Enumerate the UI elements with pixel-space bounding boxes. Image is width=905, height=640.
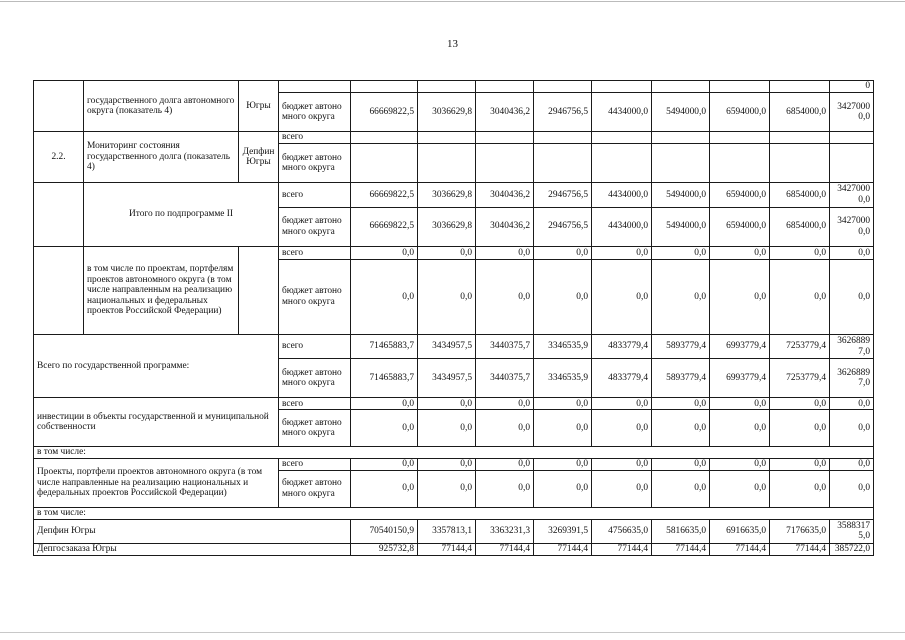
cell-source: всего (279, 183, 351, 208)
cell-value: 0,0 (710, 259, 770, 334)
budget-table (33, 80, 874, 556)
cell-value (770, 144, 830, 183)
cell-value: 0,0 (770, 470, 830, 507)
cell-value (476, 132, 534, 144)
table-row (34, 132, 874, 144)
cell-value: 6594000,0 (710, 207, 770, 246)
cell-value (770, 81, 830, 93)
cell-value: 6594000,0 (710, 93, 770, 132)
cell-value: 3269391,5 (534, 519, 592, 544)
cell-value: 0,0 (418, 410, 476, 447)
cell-value: 4833779,4 (592, 334, 652, 359)
cell-value: 0,0 (351, 470, 418, 507)
cell-value: 36268897,0 (830, 334, 874, 359)
cell-source: всего (279, 246, 351, 259)
scan-edge-top (0, 1, 905, 2)
cell-value: 0,0 (710, 458, 770, 470)
cell-value: 0,0 (830, 259, 874, 334)
cell-value: 0,0 (476, 470, 534, 507)
cell-value: 2946756,5 (534, 183, 592, 208)
cell-value: 0,0 (534, 458, 592, 470)
cell-source: бюджет автономного округа (279, 410, 351, 447)
cell-value: 2946756,5 (534, 207, 592, 246)
cell-source: всего (279, 334, 351, 359)
cell-value: 925732,8 (351, 544, 418, 556)
cell-value: 0,0 (652, 246, 710, 259)
cell-value (351, 132, 418, 144)
cell-value (652, 144, 710, 183)
cell-value: 5816635,0 (652, 519, 710, 544)
cell-value: 0,0 (652, 259, 710, 334)
cell-value: 6854000,0 (770, 207, 830, 246)
cell-value: 0,0 (351, 246, 418, 259)
cell-value: 6854000,0 (770, 93, 830, 132)
cell-value: 0,0 (652, 410, 710, 447)
cell-executor (239, 246, 279, 334)
cell-value: 6993779,4 (710, 359, 770, 398)
cell-source: всего (279, 132, 351, 144)
cell-value: 5494000,0 (652, 183, 710, 208)
cell-value: 0,0 (710, 410, 770, 447)
cell-value: 385722,0 (830, 544, 874, 556)
cell-source (279, 81, 351, 93)
cell-projects-label: Проекты, портфели проектов автономного округа (в том числе направленные на реализацию национальных и федеральных проектов Российской Федерации) (34, 458, 279, 507)
cell-value (770, 132, 830, 144)
table-row (34, 507, 874, 519)
cell-value (592, 144, 652, 183)
cell-including-label: в том числе: (34, 507, 874, 519)
cell-value: 0,0 (710, 398, 770, 410)
cell-value: 3346535,9 (534, 359, 592, 398)
cell-value: 0,0 (710, 246, 770, 259)
cell-value (418, 144, 476, 183)
cell-number (34, 81, 84, 132)
cell-value (592, 81, 652, 93)
cell-value: 0,0 (830, 470, 874, 507)
cell-value: 0,0 (770, 246, 830, 259)
table-row (34, 544, 874, 556)
cell-value (351, 144, 418, 183)
cell-value: 34270000,0 (830, 183, 874, 208)
cell-value: 4756635,0 (592, 519, 652, 544)
cell-value: 0,0 (418, 246, 476, 259)
cell-value: 66669822,5 (351, 207, 418, 246)
cell-value: 77144,4 (476, 544, 534, 556)
cell-value: 0,0 (534, 470, 592, 507)
cell-number (34, 183, 84, 247)
cell-value: 5893779,4 (652, 334, 710, 359)
cell-value: 0,0 (534, 259, 592, 334)
cell-value (418, 132, 476, 144)
cell-value (476, 144, 534, 183)
cell-measure-name: Мониторинг состояния государственного долга (показатель 4) (84, 132, 239, 183)
cell-value: 3040436,2 (476, 183, 534, 208)
cell-source: бюджет автономного округа (279, 144, 351, 183)
cell-value: 4434000,0 (592, 93, 652, 132)
cell-value: 3036629,8 (418, 93, 476, 132)
cell-value (710, 81, 770, 93)
table-row (34, 398, 874, 410)
cell-value: 3036629,8 (418, 183, 476, 208)
cell-value: 0,0 (534, 410, 592, 447)
cell-value (351, 81, 418, 93)
cell-source: бюджет автономного округа (279, 93, 351, 132)
cell-value: 34270000,0 (830, 93, 874, 132)
table-row (34, 334, 874, 359)
cell-value: 77144,4 (592, 544, 652, 556)
cell-value: 0,0 (351, 410, 418, 447)
cell-value: 6993779,4 (710, 334, 770, 359)
cell-value: 0,0 (830, 398, 874, 410)
cell-value: 3363231,3 (476, 519, 534, 544)
cell-including-label: в том числе: (34, 447, 874, 459)
cell-number (34, 246, 84, 334)
cell-value: 71465883,7 (351, 359, 418, 398)
cell-source: бюджет автономного округа (279, 359, 351, 398)
cell-executor: Югры (239, 81, 279, 132)
cell-value (830, 144, 874, 183)
cell-value: 0,0 (770, 398, 830, 410)
cell-value: 0,0 (830, 458, 874, 470)
cell-value: 0,0 (652, 458, 710, 470)
table-row (34, 458, 874, 470)
cell-value: 3036629,8 (418, 207, 476, 246)
cell-value: 7253779,4 (770, 334, 830, 359)
cell-measure-name: Итого по подпрограмме II (84, 183, 279, 247)
cell-value: 0,0 (592, 246, 652, 259)
cell-value: 0,0 (476, 458, 534, 470)
cell-value: 4833779,4 (592, 359, 652, 398)
cell-value: 5893779,4 (652, 359, 710, 398)
cell-value: 0,0 (534, 246, 592, 259)
cell-value: 77144,4 (710, 544, 770, 556)
table-row (34, 447, 874, 459)
cell-value: 7253779,4 (770, 359, 830, 398)
cell-value: 3440375,7 (476, 359, 534, 398)
cell-value: 0,0 (592, 398, 652, 410)
cell-value (418, 81, 476, 93)
cell-value (592, 132, 652, 144)
cell-value: 7176635,0 (770, 519, 830, 544)
cell-value: 6594000,0 (710, 183, 770, 208)
cell-value: 3434957,5 (418, 359, 476, 398)
cell-value (534, 132, 592, 144)
cell-value (652, 81, 710, 93)
cell-value: 6916635,0 (710, 519, 770, 544)
cell-value: 3040436,2 (476, 207, 534, 246)
cell-value: 0,0 (476, 246, 534, 259)
cell-value: 77144,4 (534, 544, 592, 556)
cell-value: 0,0 (592, 259, 652, 334)
cell-investment-label: инвестиции в объекты государственной и муниципальной собственности (34, 398, 279, 447)
cell-value: 70540150,9 (351, 519, 418, 544)
cell-value: 66669822,5 (351, 183, 418, 208)
cell-value: 77144,4 (652, 544, 710, 556)
cell-executor: Депфин Югры (239, 132, 279, 183)
cell-value: 3346535,9 (534, 334, 592, 359)
cell-value (830, 132, 874, 144)
cell-value: 0,0 (830, 246, 874, 259)
cell-value: 34270000,0 (830, 207, 874, 246)
cell-source: всего (279, 458, 351, 470)
cell-value (476, 81, 534, 93)
cell-value: 4434000,0 (592, 183, 652, 208)
cell-source: бюджет автономного округа (279, 207, 351, 246)
cell-value: 0,0 (418, 470, 476, 507)
cell-program-total-label: Всего по государственной программе: (34, 334, 279, 398)
cell-value: 4434000,0 (592, 207, 652, 246)
cell-value: 0,0 (710, 470, 770, 507)
cell-value: 0,0 (830, 410, 874, 447)
cell-measure-name: государственного долга автономного округа (показатель 4) (84, 81, 239, 132)
cell-value (534, 144, 592, 183)
cell-value: 0,0 (418, 259, 476, 334)
cell-value: 0,0 (652, 470, 710, 507)
cell-value: 0,0 (592, 458, 652, 470)
cell-source: бюджет автономного округа (279, 470, 351, 507)
scan-edge-bottom (0, 632, 905, 633)
cell-value: 35883175,0 (830, 519, 874, 544)
cell-value: 3434957,5 (418, 334, 476, 359)
cell-value: 0 (830, 81, 874, 93)
cell-measure-name: в том числе по проектам, портфелям проектов автономного округа (в том числе направленным на реализацию национальных и федеральных проектов Российской Федерации) (84, 246, 239, 334)
cell-source: всего (279, 398, 351, 410)
cell-value: 6854000,0 (770, 183, 830, 208)
cell-value: 5494000,0 (652, 207, 710, 246)
table-row (34, 246, 874, 259)
cell-value (652, 132, 710, 144)
cell-value: 36268897,0 (830, 359, 874, 398)
cell-value: 0,0 (476, 410, 534, 447)
cell-value: 0,0 (351, 458, 418, 470)
cell-value: 0,0 (418, 398, 476, 410)
cell-value: 0,0 (592, 470, 652, 507)
cell-value: 3440375,7 (476, 334, 534, 359)
table-row (34, 81, 874, 93)
cell-value: 71465883,7 (351, 334, 418, 359)
table-row (34, 519, 874, 544)
cell-value: 77144,4 (770, 544, 830, 556)
cell-value (534, 81, 592, 93)
cell-value: 0,0 (351, 398, 418, 410)
table-row (34, 183, 874, 208)
cell-value: 0,0 (476, 259, 534, 334)
cell-number: 2.2. (34, 132, 84, 183)
cell-value: 0,0 (770, 259, 830, 334)
cell-value: 66669822,5 (351, 93, 418, 132)
cell-source: бюджет автономного округа (279, 259, 351, 334)
cell-value: 0,0 (418, 458, 476, 470)
cell-value (710, 132, 770, 144)
cell-value: 0,0 (351, 259, 418, 334)
cell-value: 0,0 (476, 398, 534, 410)
cell-value: 5494000,0 (652, 93, 710, 132)
page-number: 13 (447, 38, 458, 50)
cell-value: 3357813,1 (418, 519, 476, 544)
cell-value: 77144,4 (418, 544, 476, 556)
cell-value: 0,0 (592, 410, 652, 447)
cell-value: 2946756,5 (534, 93, 592, 132)
cell-value: 0,0 (652, 398, 710, 410)
cell-department-name: Депфин Югры (34, 519, 351, 544)
cell-value: 0,0 (770, 410, 830, 447)
cell-value: 0,0 (534, 398, 592, 410)
cell-department-name: Депгосзаказа Югры (34, 544, 351, 556)
cell-value: 3040436,2 (476, 93, 534, 132)
cell-value: 0,0 (770, 458, 830, 470)
cell-value (710, 144, 770, 183)
